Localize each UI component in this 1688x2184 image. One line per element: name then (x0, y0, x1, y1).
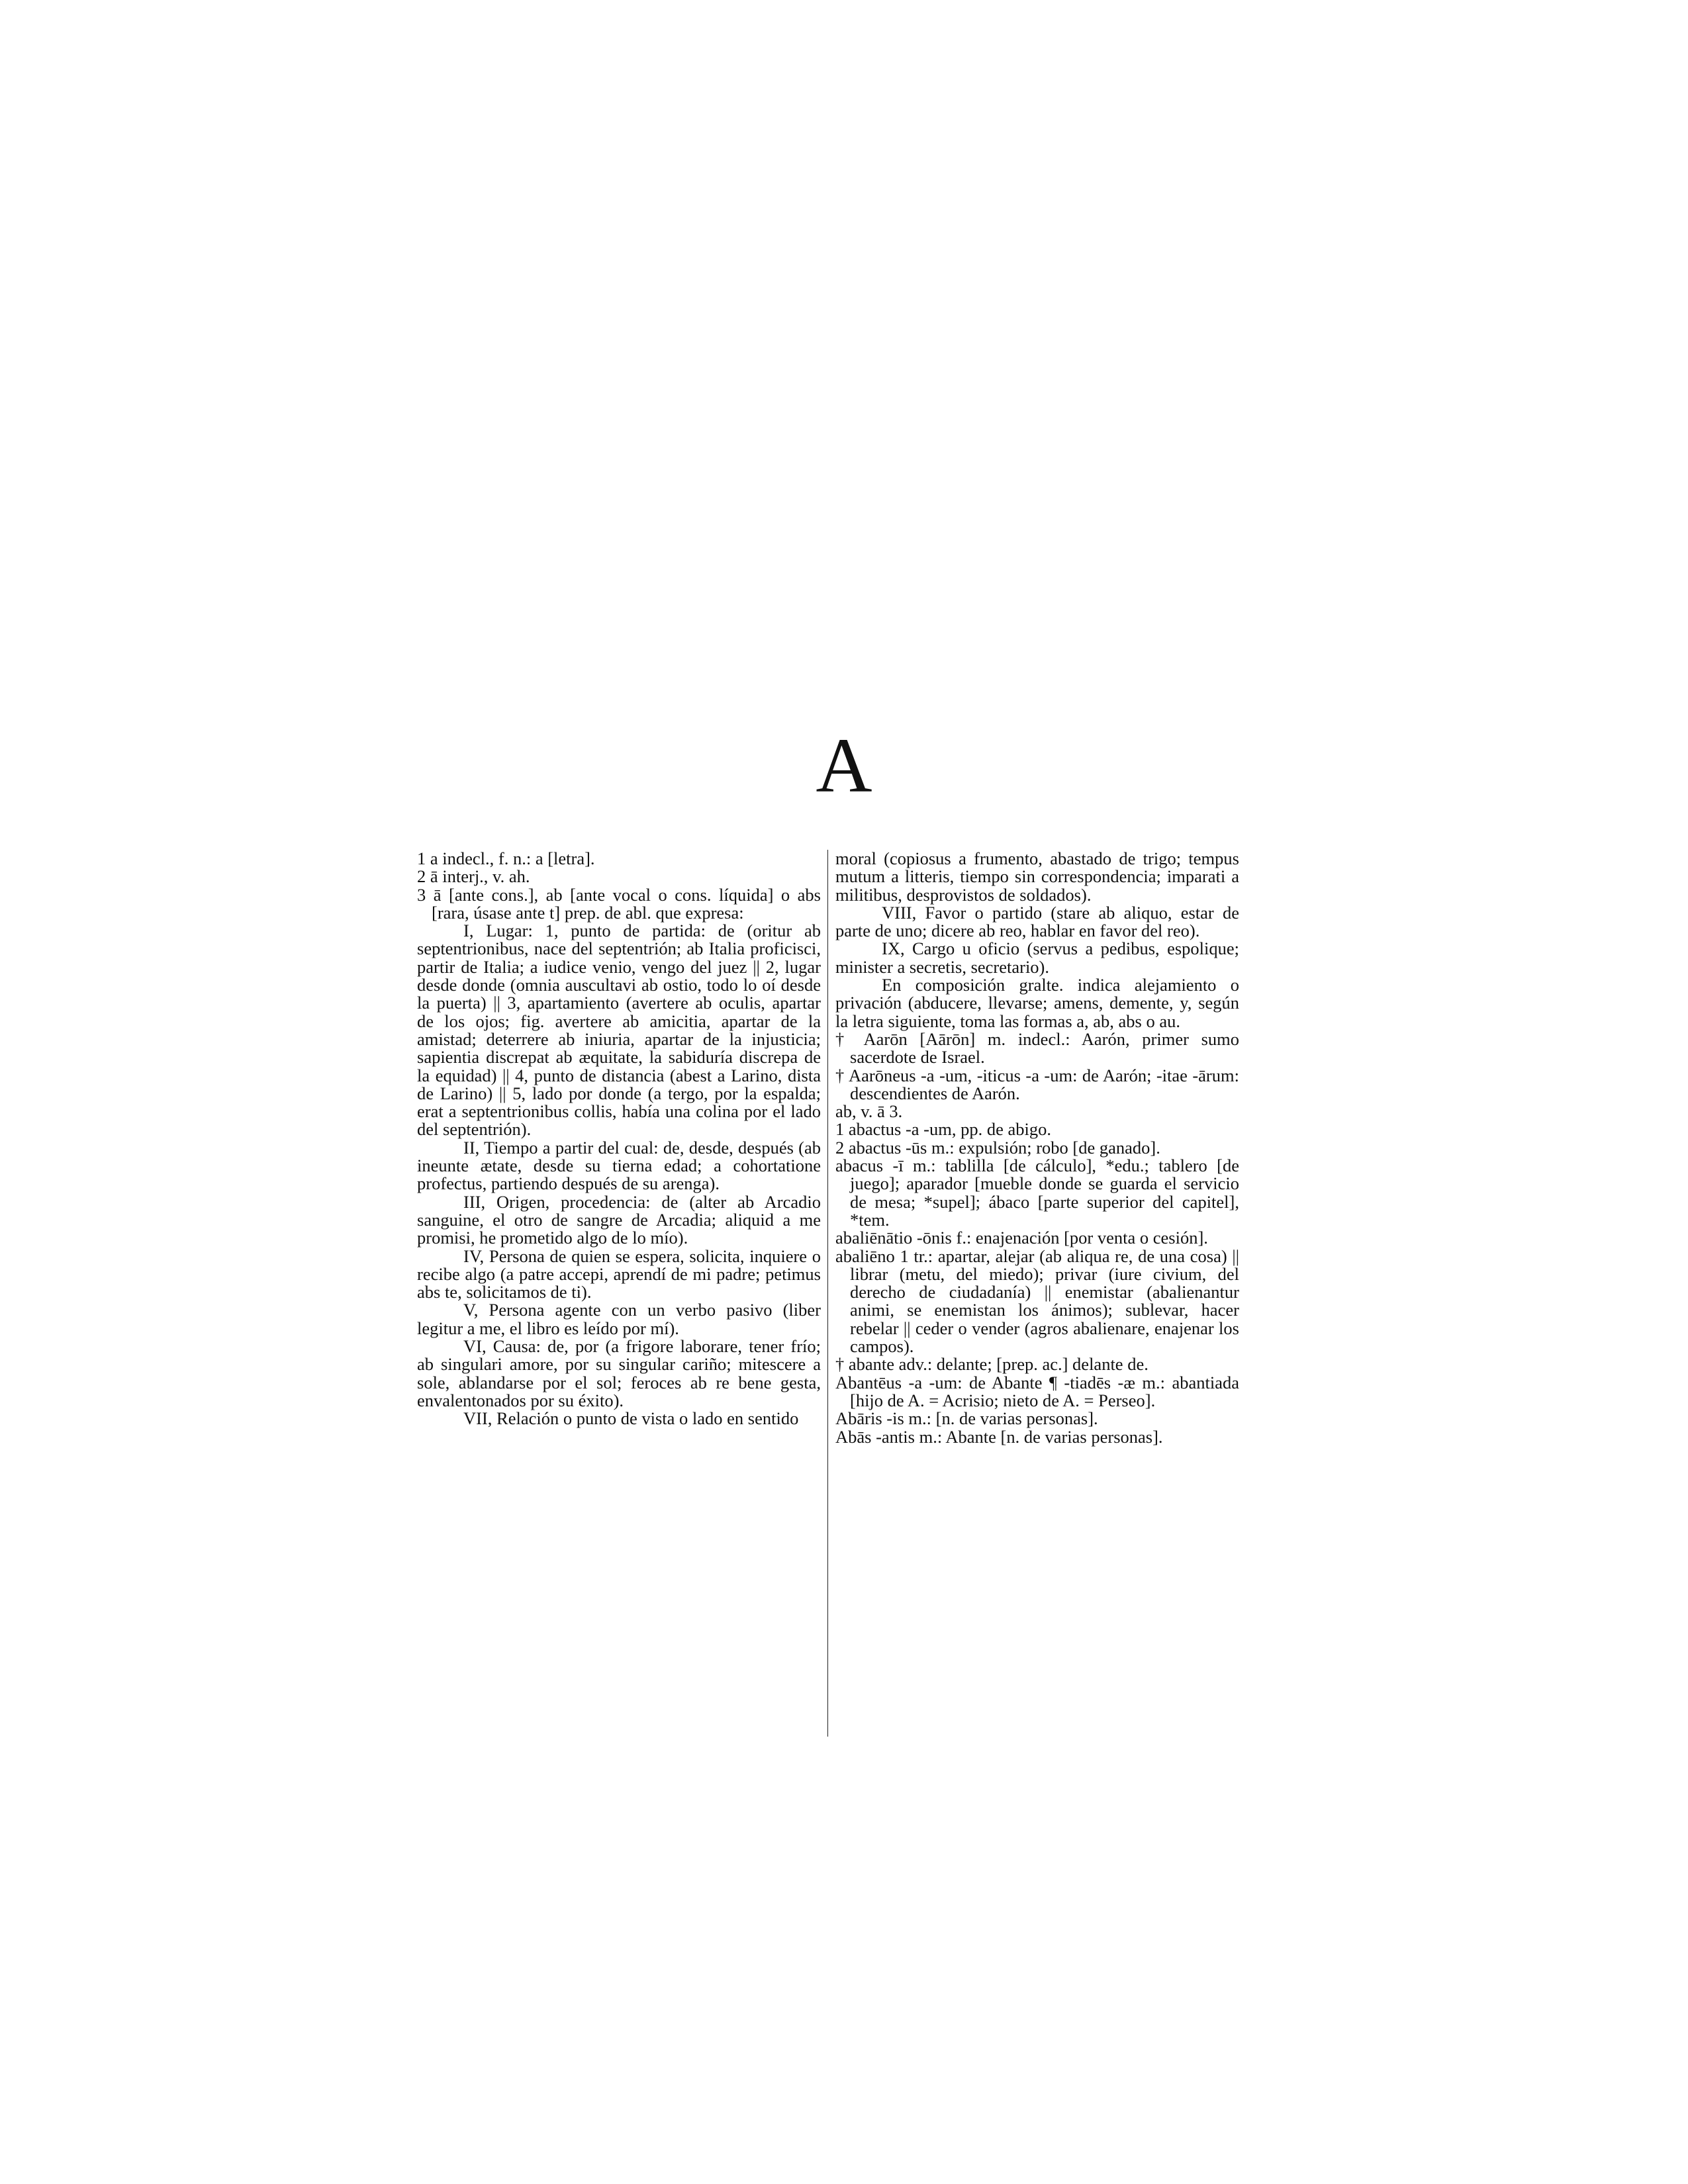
entry-text: Abās -antis m.: Abante [n. de varias personas]. (835, 1426, 1163, 1447)
entry-text: abaliēnātio -ōnis f.: enajenación [por venta o cesión]. (835, 1228, 1208, 1248)
sense-paragraph (417, 1248, 821, 1302)
sense-text: VIII, Favor o partido (stare ab aliquo, estar de parte de uno; dicere ab reo, hablar en favor del reo). (835, 902, 1239, 941)
sense-text: V, Persona agente con un verbo pasivo (liber legitur a me, el libro es leído por mí). (417, 1300, 821, 1338)
page-letter: A (816, 722, 872, 809)
sense-text: En composición gralte. indica alejamiento o privación (abducere, llevarse; amens, demente, y, según la letra siguiente, toma las formas a, ab, abs o au. (835, 975, 1239, 1031)
sense-paragraph (835, 904, 1239, 940)
sense-text: I, Lugar: 1, punto de partida: de (oritur ab septentrionibus, nace del septentrión; ab Italia proficisci, partir de Italia; a iudice venio, vengo del juez || 2, lugar desde donde (omnia auscultavi ab ostio, todo lo oí desde la puerta) || 3, apartamiento (avertere ab oculis, apartar de los ojos; fig. avertere ab amicitia, apartar de la amistad; deterrere ab iniuria, apartar de la injusticia; sapientia discrepat ab æquitate, la sabiduría discrepa de la equidad) || 4, punto de distancia (abest a Larino, dista de Larino) || 5, lado por donde (a tergo, por la espalda; erat a septentrionibus collis, había una colina por el lado del septentrión). (417, 921, 821, 1140)
dictionary-entry (417, 850, 821, 868)
dictionary-entry (835, 1139, 1239, 1157)
sense-paragraph (417, 1301, 821, 1338)
dictionary-entry (835, 1410, 1239, 1428)
sense-text: II, Tiempo a partir del cual: de, desde, después (ab ineunte ætate, desde su tierna edad; a cohortatione profectus, partiendo después de su arenga). (417, 1137, 821, 1194)
sense-text: IV, Persona de quien se espera, solicita, inquiere o recibe algo (a patre accepi, aprendí de mi padre; petimus abs te, solicitamos de ti). (417, 1246, 821, 1302)
dictionary-entry (835, 1067, 1239, 1103)
sense-paragraph (835, 940, 1239, 976)
dictionary-entry (835, 1030, 1239, 1067)
entry-text: 2 abactus -ūs m.: expulsión; robo [de ganado]. (835, 1137, 1160, 1158)
entry-text: 2 ā interj., v. ah. (417, 866, 530, 887)
entry-text: 1 abactus -a -um, pp. de abigo. (835, 1119, 1051, 1140)
sense-paragraph (417, 1338, 821, 1410)
sense-paragraph (835, 976, 1239, 1030)
dictionary-entry (835, 1248, 1239, 1356)
entry-text: Abantēus -a -um: de Abante ¶ -tiadēs -æ m.: abantiada [hijo de A. = Acrisio; nieto de A. = Perseo]. (835, 1372, 1239, 1410)
left-column (417, 850, 821, 1428)
sense-paragraph (417, 922, 821, 1139)
entry-text: † Aarōn [Aārōn] m. indecl.: Aarón, primer sumo sacerdote de Israel. (835, 1028, 1239, 1068)
dictionary-entry (835, 1374, 1239, 1410)
entry-text: † Aarōneus -a -um, -iticus -a -um: de Aarón; -itae -ārum: descendientes de Aarón. (835, 1065, 1239, 1103)
sense-text: III, Origen, procedencia: de (alter ab Arcadio sanguine, el otro de sangre de Arcadia; aliquid a me promisi, he prometido algo de lo mío). (417, 1191, 821, 1248)
entry-text: † abante adv.: delante; [prep. ac.] delante de. (835, 1354, 1149, 1375)
entry-text: abacus -ī m.: tablilla [de cálculo], *edu.; tablero [de juego]; aparador [mueble donde se guarda el servicio de mesa; *supel]; ábaco [parte superior del capitel], *tem. (835, 1156, 1239, 1230)
dictionary-entry (835, 1120, 1239, 1138)
sense-paragraph (417, 1139, 821, 1193)
dictionary-entry (835, 1103, 1239, 1120)
dictionary-entry (835, 1428, 1239, 1446)
sense-paragraph (835, 850, 1239, 904)
dictionary-entry (417, 886, 821, 923)
sense-paragraph (417, 1193, 821, 1248)
right-column (835, 850, 1239, 1446)
column-divider (827, 850, 828, 1737)
sense-text: VI, Causa: de, por (a frigore laborare, tener frío; ab singulari amore, por su singular cariño; mitescere a sole, ablandarse por el sol; feroces ab re bene gesta, envalentonados por su éxito). (417, 1336, 821, 1410)
sense-text: moral (copiosus a frumento, abastado de trigo; tempus mutum a litteris, tiempo sin correspondencia; imparati a militibus, desprovistos de soldados). (835, 848, 1239, 905)
sense-paragraph (417, 1410, 821, 1428)
dictionary-entry (835, 1157, 1239, 1229)
entry-text: ab, v. ā 3. (835, 1101, 903, 1122)
entry-text: 1 a indecl., f. n.: a [letra]. (417, 848, 595, 868)
sense-text: VII, Relación o punto de vista o lado en sentido (463, 1408, 799, 1429)
entry-text: 3 ā [ante cons.], ab [ante vocal o cons. líquida] o abs [rara, úsase ante t] prep. de abl. que expresa: (417, 884, 821, 923)
sense-text: IX, Cargo u oficio (servus a pedibus, espolique; minister a secretis, secretario). (835, 938, 1239, 977)
entry-text: Abāris -is m.: [n. de varias personas]. (835, 1408, 1098, 1429)
dictionary-entry (835, 1355, 1239, 1373)
dictionary-entry (835, 1229, 1239, 1247)
dictionary-entry (417, 868, 821, 886)
entry-text: abaliēno 1 tr.: apartar, alejar (ab aliqua re, de una cosa) || librar (metu, del miedo); privar (iure civium, del derecho de ciudadanía) || enemistar (abalienantur animi, se enemistan los ánimos); sublevar, hacer rebelar || ceder o vender (agros abalienare, enajenar los campos). (835, 1246, 1239, 1357)
